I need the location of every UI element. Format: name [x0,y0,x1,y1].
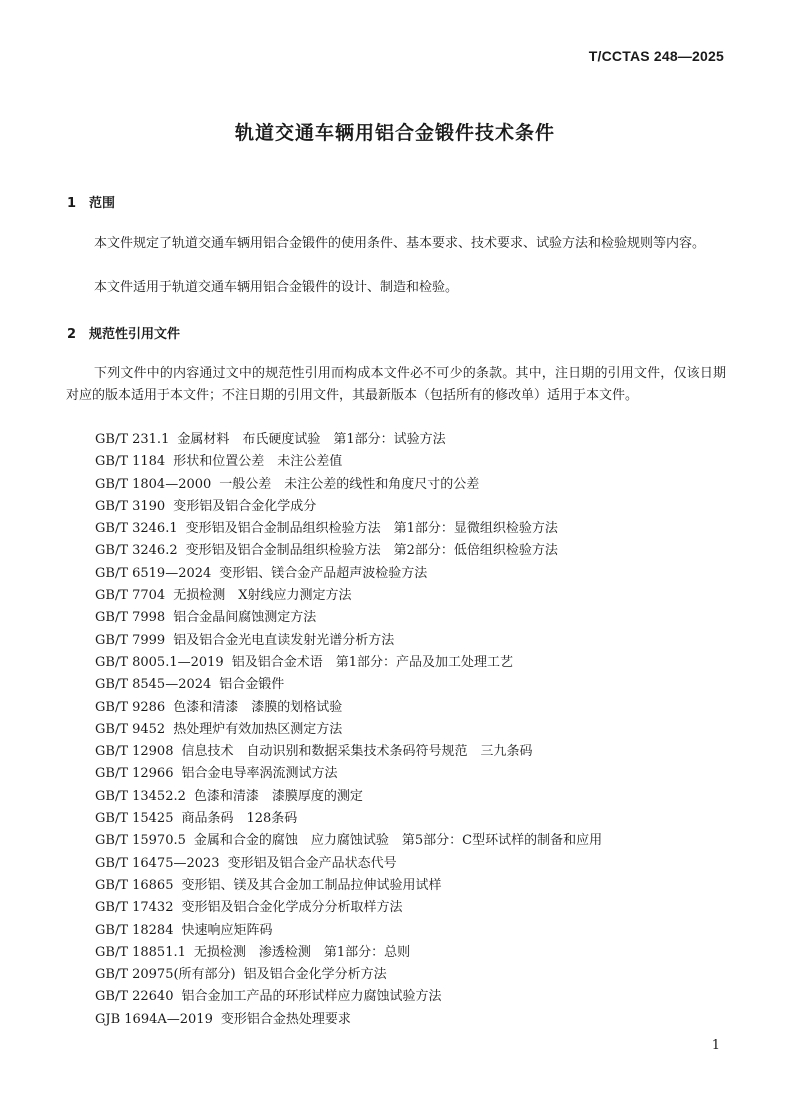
reference-item [95,674,725,696]
reference-title: 形状和位置公差 未注公差值 [173,454,343,470]
reference-title: 铝及铝合金光电直读发射光谱分析方法 [173,632,395,648]
reference-code: GB/T 18284 [95,922,174,938]
reference-title: 铝合金加工产品的环形试样应力腐蚀试验方法 [181,989,442,1005]
reference-item [95,808,725,830]
reference-item [95,585,725,607]
reference-code: GB/T 231.1 [95,432,170,447]
reference-title: 金属材料 布氏硬度试验 第1部分：试验方法 [177,432,446,447]
scope-paragraph: 本文件适用于轨道交通车辆用铝合金锻件的设计、制造和检验。 [94,280,459,295]
reference-code: GB/T 12966 [95,766,174,782]
reference-code: GB/T 15970.5 [95,833,186,849]
reference-code: GB/T 3246.2 [95,543,178,559]
reference-item [95,496,725,518]
scope-paragraph: 本文件规定了轨道交通车辆用铝合金锻件的使用条件、基本要求、技术要求、试验方法和检验规则等内容。 [94,236,706,251]
reference-item [95,741,725,763]
reference-item [95,652,725,674]
reference-code: GB/T 17432 [95,900,174,916]
reference-item [95,853,725,875]
reference-title: 变形铝及铝合金制品组织检验方法 第2部分：低倍组织检验方法 [185,543,558,559]
reference-title: 金属和合金的腐蚀 应力腐蚀试验 第5部分：C型环试样的制备和应用 [193,833,603,849]
reference-title: 商品条码 128条码 [181,811,298,827]
reference-title: 铝合金晶间腐蚀测定方法 [173,610,317,626]
reference-title: 铝及铝合金化学分析方法 [243,967,387,983]
normative-intro-paragraph: 下列文件中的内容通过文中的规范性引用而构成本文件必不可少的条款。其中，注日期的引用文件，仅该日期对应的版本适用于本文件；不注日期的引用文件，其最新版本（包括所有的修改单）适用于本文件。 [66,366,726,403]
reference-item [95,942,725,964]
reference-code: GB/T 1804—2000 [95,476,212,492]
reference-code: GB/T 7999 [95,632,166,648]
reference-title: 铝合金锻件 [219,677,285,693]
reference-code: GB/T 7704 [95,588,166,604]
reference-title: 变形铝合金热处理要求 [220,1011,351,1027]
reference-item [95,719,725,741]
section-number: 2 [67,327,77,342]
reference-title: 铝合金电导率涡流测试方法 [181,766,338,782]
section-2-heading [67,323,180,342]
reference-item [95,697,725,719]
reference-code: GB/T 3190 [95,498,166,514]
section-title: 范围 [89,196,116,211]
reference-item [95,563,725,585]
reference-code: GJB 1694A—2019 [95,1011,213,1027]
reference-item [95,518,725,540]
reference-title: 变形铝、镁合金产品超声波检验方法 [219,565,428,581]
reference-code: GB/T 15425 [95,811,174,827]
reference-title: 变形铝及铝合金制品组织检验方法 第1部分：显微组织检验方法 [185,521,558,537]
reference-code: GB/T 20975(所有部分) [95,967,236,983]
reference-title: 色漆和清漆 漆膜的划格试验 [173,699,343,715]
reference-code: GB/T 3246.1 [95,521,178,537]
reference-item [95,986,725,1008]
section-1-heading [67,192,115,211]
reference-title: 无损检测 X射线应力测定方法 [173,588,352,604]
reference-list [95,429,725,1031]
reference-code: GB/T 8005.1—2019 [95,654,224,670]
section-title: 规范性引用文件 [89,327,181,342]
reference-item [95,607,725,629]
reference-item [95,630,725,652]
reference-title: 变形铝及铝合金化学成分分析取样方法 [181,900,403,916]
reference-code: GB/T 6519—2024 [95,565,212,581]
reference-item [95,474,725,496]
reference-code: GB/T 18851.1 [95,944,186,960]
reference-item [95,786,725,808]
reference-title: 色漆和清漆 漆膜厚度的测定 [193,788,363,804]
reference-item [95,964,725,986]
reference-title: 无损检测 渗透检测 第1部分：总则 [193,944,411,960]
reference-title: 变形铝、镁及其合金加工制品拉伸试验用试样 [181,877,442,893]
reference-item [95,763,725,785]
reference-code: GB/T 12908 [95,744,174,760]
reference-title: 变形铝及铝合金化学成分 [173,498,317,514]
reference-item [95,830,725,852]
reference-code: GB/T 7998 [95,610,166,626]
reference-title: 变形铝及铝合金产品状态代号 [227,855,397,871]
reference-title: 一般公差 未注公差的线性和角度尺寸的公差 [219,476,480,492]
reference-item [95,451,725,473]
reference-item [95,920,725,942]
reference-code: GB/T 22640 [95,989,174,1005]
section-number: 1 [67,196,77,211]
reference-code: GB/T 16865 [95,877,174,893]
reference-item [95,875,725,897]
reference-code: GB/T 9286 [95,699,166,715]
reference-item [95,897,725,919]
reference-code: GB/T 1184 [95,454,166,470]
reference-code: GB/T 13452.2 [95,788,186,804]
reference-title: 信息技术 自动识别和数据采集技术条码符号规范 三九条码 [181,744,533,760]
reference-item [95,429,725,451]
reference-title: 热处理炉有效加热区测定方法 [173,721,343,737]
page-number: 1 [711,1038,720,1053]
reference-item [95,1009,725,1031]
reference-code: GB/T 9452 [95,721,166,737]
reference-item [95,540,725,562]
reference-title: 铝及铝合金术语 第1部分：产品及加工处理工艺 [231,654,513,670]
reference-code: GB/T 8545—2024 [95,677,212,693]
reference-title: 快速响应矩阵码 [181,922,273,938]
document-code: T/CCTAS 248—2025 [588,48,724,64]
document-title: 轨道交通车辆用铝合金锻件技术条件 [234,122,555,144]
reference-code: GB/T 16475—2023 [95,855,220,871]
